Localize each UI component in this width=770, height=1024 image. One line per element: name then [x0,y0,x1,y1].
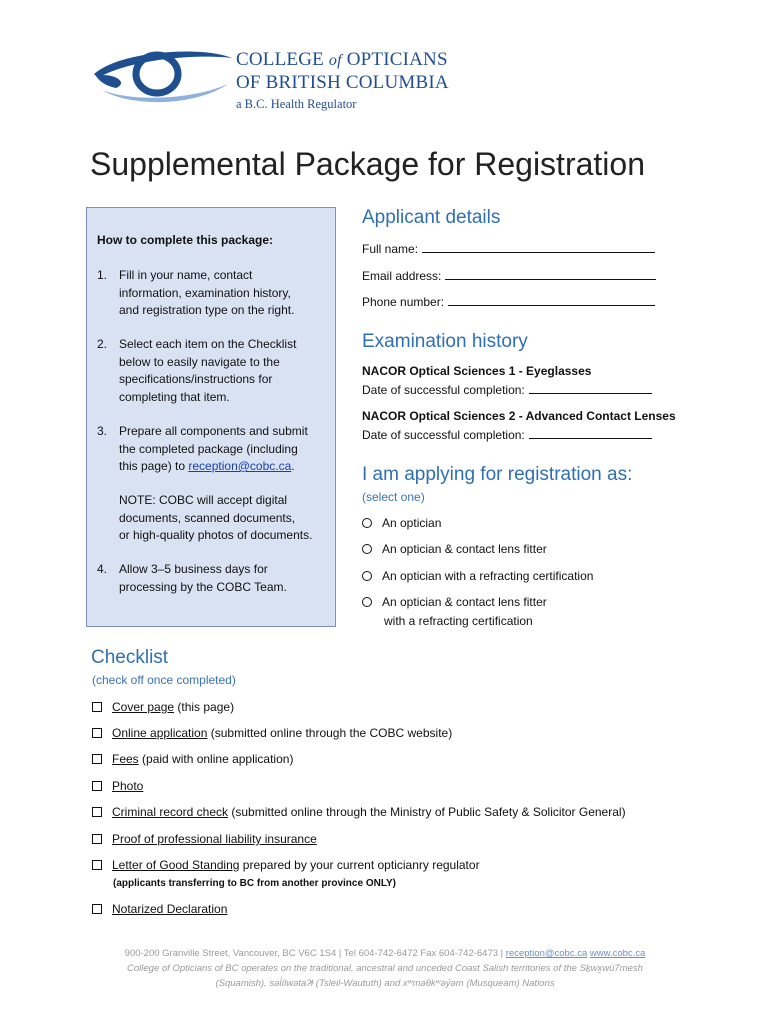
reception-email-link[interactable]: reception@cobc.ca [188,459,292,473]
photo-link[interactable]: Photo [112,779,144,793]
good-standing-link[interactable]: Letter of Good Standing [112,858,240,872]
checklist-hint: (check off once completed) [92,673,236,687]
notarized-declaration-link[interactable]: Notarized Declaration [112,902,228,916]
checklist-item-fees[interactable]: Fees (paid with online application) [92,752,293,766]
applying-as-heading: I am applying for registration as: [362,464,633,485]
option-optician-contact-lens-refracting[interactable]: An optician & contact lens fitter [362,595,547,609]
select-one-hint: (select one) [362,490,425,504]
page-title: Supplemental Package for Registration [90,146,645,182]
checkbox[interactable] [92,904,102,914]
exam-2-name: NACOR Optical Sciences 2 - Advanced Contact Lenses [362,409,676,423]
option-optician-refracting[interactable]: An optician with a refracting certification [362,569,593,583]
checklist-item-liability-insurance[interactable] [92,832,317,846]
radio-button[interactable] [362,544,372,554]
exam-1-name: NACOR Optical Sciences 1 - Eyeglasses [362,364,592,378]
applicant-details-heading: Applicant details [362,207,501,228]
liability-insurance-link[interactable]: Proof of professional liability insurance [112,832,317,846]
exam-2-date-field[interactable]: Date of successful completion: [362,428,652,442]
radio-button[interactable] [362,571,372,581]
full-name-field[interactable]: Full name: [362,242,655,256]
checkbox[interactable] [92,728,102,738]
checklist-item-good-standing[interactable]: Letter of Good Standing prepared by your current opticianry regulator [92,858,480,872]
criminal-record-check-link[interactable]: Criminal record check [112,805,229,819]
checkbox[interactable] [92,702,102,712]
checkbox[interactable] [92,754,102,764]
logo-tagline: a B.C. Health Regulator [236,97,357,111]
online-application-link[interactable]: Online application [112,726,208,740]
phone-field[interactable]: Phone number: [362,295,655,309]
option-4-line2: with a refracting certification [384,614,533,628]
checkbox[interactable] [92,860,102,870]
checklist-heading: Checklist [91,647,169,668]
exam-1-date-field[interactable]: Date of successful completion: [362,383,652,397]
email-field[interactable]: Email address: [362,269,656,283]
fees-link[interactable]: Fees [112,752,139,766]
checkbox[interactable] [92,781,102,791]
checklist-item-cover-page[interactable]: Cover page (this page) [92,700,234,714]
checklist-item-notarized-declaration[interactable] [92,902,227,916]
logo-org-line2: OF BRITISH COLUMBIA [236,72,449,93]
footer-website-link[interactable]: www.cobc.ca [589,948,646,959]
phone-line[interactable] [448,295,655,306]
footer-land-acknowledgement-2: (Squamish), səl̓ílwətaʔɬ (Tsleil-Waututh) and xʷməθkʷəy̓əm (Musqueam) Nations [215,978,555,989]
checklist-item-criminal-record-check[interactable]: Criminal record check (submitted online through the Ministry of Public Safety & Solicitor General) [92,805,626,819]
good-standing-note: (applicants transferring to BC from another province ONLY) [113,878,397,889]
exam-history-heading: Examination history [362,331,528,352]
email-line[interactable] [445,269,656,280]
checklist-item-online-application[interactable]: Online application (submitted online through the COBC website) [92,726,452,740]
instructions-box: How to complete this package: 1. Fill in your name, contact information, examination history, and registration type on the right. 2. Select each item on the Checklist below to easily navigate to the specifications/instructions for completing that item. 3. Prepare all components and submit the completed package (including this page) to reception@cobc.ca. NOTE: COBC will accept digital documents, scanned documents, or high-quality photos of documents. 4. Allow 3–5 business days for processing by the COBC Team. [86,207,336,627]
radio-button[interactable] [362,518,372,528]
full-name-line[interactable] [422,242,655,253]
college-logo [92,44,492,124]
option-optician[interactable]: An optician [362,516,441,530]
footer-email-link[interactable]: reception@cobc.ca [505,948,588,959]
eye-logo-icon [92,44,234,118]
option-optician-contact-lens-fitter[interactable]: An optician & contact lens fitter [362,542,547,556]
cover-page-link[interactable]: Cover page [112,700,175,714]
footer-contact: 900-200 Granville Street, Vancouver, BC V6C 1S4 | Tel 604-742-6472 Fax 604-742-6473 | reception@cobc.ca www.cobc.ca [124,948,646,959]
radio-button[interactable] [362,597,372,607]
exam-1-date-line[interactable] [529,383,652,394]
logo-org-line1: COLLEGE of OPTICIANS [236,49,448,70]
checkbox[interactable] [92,834,102,844]
checkbox[interactable] [92,807,102,817]
instructions-heading: How to complete this package: [97,233,274,247]
checklist-item-photo[interactable] [92,779,143,793]
exam-2-date-line[interactable] [529,428,652,439]
footer-land-acknowledgement-1: College of Opticians of BC operates on the traditional, ancestral and unceded Coast Salish territories of the Sḵwx̱wú7mesh [127,963,643,974]
